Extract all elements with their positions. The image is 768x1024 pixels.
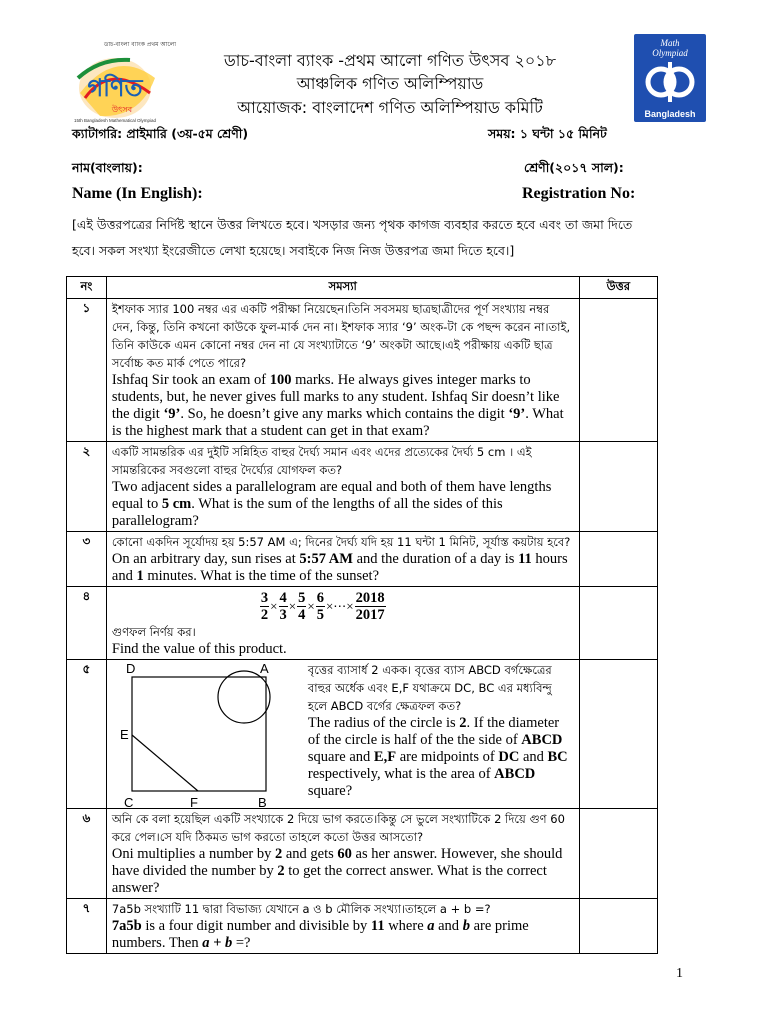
- logo-right-line2: Olympiad: [652, 48, 688, 58]
- question-en: On an arbitrary day, sun rises at 5:57 AM and the duration of a day is 11 hours and 1 minutes. What is the time of the sunset?: [111, 551, 568, 584]
- fraction: $\frac{4}{3}$: [279, 590, 287, 623]
- table-row: [67, 899, 658, 954]
- page-number: 1: [676, 966, 683, 981]
- question-bn: গুণফল নির্ণয় কর।: [111, 625, 196, 639]
- question-en: Oni multiplies a number by 2 and gets 60 as her answer. However, she should have divided the number by 2 to get the correct answer. What is the correct answer?: [111, 846, 563, 896]
- fraction: $\frac{5}{4}$: [298, 590, 306, 623]
- answer-cell[interactable]: [579, 809, 657, 899]
- table-header-row: [67, 277, 658, 299]
- question-bn: 7a5b সংখ্যাটি 11 দ্বারা বিভাজ্য যেখানে a ও b মৌলিক সংখ্যা।তাহলে a + b =?: [111, 902, 491, 916]
- table-row: [67, 442, 658, 532]
- answer-cell[interactable]: [579, 299, 657, 442]
- label-C: C: [123, 795, 134, 807]
- question-number: ৬: [67, 809, 107, 899]
- question-number: ৩: [67, 532, 107, 587]
- math-olympiad-logo: [634, 34, 706, 122]
- question-text: [106, 532, 579, 587]
- name-en-label: Name (In English):: [72, 185, 203, 202]
- instructions: [এই উত্তরপত্রের নির্দিষ্ট স্থানে উত্তর লিখতে হবে। খসড়ার জন্য পৃথক কাগজ ব্যবহার করতে হবে এবং তা জমা দিতে হবে। সকল সংখ্যা ইংরেজীতে লেখা হয়েছে। সবাইকে নিজ নিজ উত্তরপত্র জমা দিতে হবে।]: [72, 217, 633, 258]
- question-text: [106, 660, 579, 809]
- question-number: ৭: [67, 899, 107, 954]
- question-number: ৪: [67, 587, 107, 660]
- question-bn: ইশফাক স্যার 100 নম্বর এর একটি পরীক্ষা নিয়েছেন।তিনি সবসময় ছাত্রছাত্রীদের পূর্ণ সংখ্যায় নম্বর দেন, কিন্তু, তিনি কখনো কাউকে ফুল-মার্ক দেন না। ইশফাক স্যার ‘9’ অংক-টা কে পছন্দ করেন না।তাই, তিনি কাউকে এমন কোনো নম্বর দেন না যে সংখ্যাটাতে ‘9’ অংকটা আছে।এই পরীক্ষায় একটি ছাত্র সর্বোচ্চ কত মার্ক পেতে পারে?: [111, 302, 571, 370]
- answer-cell[interactable]: [579, 587, 657, 660]
- question-en: Find the value of this product.: [111, 641, 287, 657]
- header-line-1: ডাচ-বাংলা ব্যাংক -প্রথম আলো গণিত উৎসব ২০১৮: [223, 51, 557, 70]
- table-row: [67, 587, 658, 660]
- question-en: 7a5b is a four digit number and divisible by 11 where a and b are prime numbers. Then a + b =?: [111, 918, 529, 951]
- fraction: $\frac{6}{5}$: [316, 590, 324, 623]
- fraction: $\frac{3}{2}$: [260, 590, 269, 623]
- question-number: ১: [67, 299, 107, 442]
- square-circle-figure: [112, 661, 302, 807]
- question-text: [106, 809, 579, 899]
- table-row: [67, 532, 658, 587]
- question-number: ৫: [67, 660, 107, 809]
- fraction: $\frac{2018}{2017}$: [355, 590, 385, 623]
- col-no-header: নং: [67, 277, 107, 299]
- table-row: [67, 299, 658, 442]
- table-row: [67, 660, 658, 809]
- question-text: [106, 587, 579, 660]
- registration-label: Registration No:: [522, 185, 636, 202]
- category-label: ক্যাটাগরি: প্রাইমারি (৩য়-৫ম শ্রেণী): [72, 126, 249, 141]
- question-en: Ishfaq Sir took an exam of 100 marks. He always gives integer marks to students, but, he never gives full marks to any student. Ishfaq Sir doesn’t like the digit ‘9’. So, he doesn’t give any marks which contains the digit ‘9’. What is the highest mark that a student can get in that exam?: [111, 372, 564, 439]
- logo-right-line3: Bangladesh: [644, 109, 696, 119]
- logo-top-text: ডাচ-বাংলা ব্যাংক প্রথম আলো: [103, 41, 177, 48]
- question-en: Two adjacent sides a parallelogram are equal and both of them have lengths equal to 5 cm. What is the sum of the lengths of all the sides of this parallelogram?: [111, 479, 552, 529]
- label-A: A: [259, 661, 269, 676]
- col-answer-header: উত্তর: [579, 277, 657, 299]
- logo-main-text: গণিত: [87, 74, 143, 102]
- logo-right-line1: Math: [660, 38, 680, 48]
- time-label: সময়: ১ ঘন্টা ১৫ মিনিট: [488, 126, 607, 141]
- answer-cell[interactable]: [579, 532, 657, 587]
- question-number: ২: [67, 442, 107, 532]
- answer-cell[interactable]: [579, 442, 657, 532]
- question-bn: বৃত্তের ব্যাসার্ধ 2 একক। বৃত্তের ব্যাস ABCD বর্গক্ষেত্রের বাহুর অর্ধেক এবং E,F যথাক্রমে DC, BC এর মধ্যবিন্দু হলে ABCD বর্গের ক্ষেত্রফল কত?: [307, 663, 552, 713]
- table-row: [67, 809, 658, 899]
- question-text: [106, 299, 579, 442]
- question-table: [66, 276, 658, 954]
- col-problem-header: সমস্যা: [106, 277, 579, 299]
- question-bn: কোনো একদিন সূর্যোদয় হয় 5:57 AM এ; দিনের দৈর্ঘ্য যদি হয় 11 ঘন্টা 1 মিনিট, সূর্যাস্ত কয়টায় হবে?: [111, 535, 571, 549]
- label-F: F: [189, 795, 198, 807]
- question-en: The radius of the circle is 2. If the diameter of the circle is half of the the side of ABCD square and E,F are midpoints of DC and BC respectively, what is the area of ABCD square?: [307, 715, 568, 799]
- question-text: [106, 442, 579, 532]
- product-expression: $\frac{3}{2}$ × $\frac{4}{3}$ × $\frac{5}{4}$ × $\frac{6}{5}$ ×⋯× $\frac{2018}{2017}$: [260, 590, 385, 623]
- ganit-utsab-logo: [60, 38, 210, 124]
- label-B: B: [257, 795, 267, 807]
- question-bn: অনি কে বলা হয়েছিল একটি সংখ্যাকে 2 দিয়ে ভাগ করতে।কিন্তু সে ভুলে সংখ্যাটিকে 2 দিয়ে গুণ 60 করে পেল।সে যদি ঠিকমত ভাগ করতো তাহলে কতো উত্তর আসতো?: [111, 812, 565, 844]
- question-text: [106, 899, 579, 954]
- name-bn-label: নাম(বাংলায়):: [72, 160, 143, 175]
- logo-sub-text: উৎসব: [111, 105, 133, 114]
- label-E: E: [119, 727, 129, 742]
- question-bn: একটি সামন্তরিক এর দুইটি সন্নিহিত বাহুর দৈর্ঘ্য সমান এবং এদের প্রত্যেকের দৈর্ঘ্য 5 cm । এই সামন্তরিকের সবগুলো বাহুর দৈর্ঘ্যের যোগফল কত?: [111, 445, 532, 477]
- header-line-2: আঞ্চলিক গণিত অলিম্পিয়াড: [296, 74, 484, 93]
- answer-cell[interactable]: [579, 660, 657, 809]
- label-D: D: [125, 661, 136, 676]
- olympiad-emblem-icon: [644, 58, 696, 106]
- class-bn-label: শ্রেণী(২০১৭ সাল):: [524, 160, 624, 175]
- header-line-3: আয়োজক: বাংলাদেশ গণিত অলিম্পিয়াড কমিটি: [237, 98, 543, 117]
- answer-cell[interactable]: [579, 899, 657, 954]
- logo-bottom-text: 15th Bangladesh Mathematical Olympiad: [73, 118, 157, 123]
